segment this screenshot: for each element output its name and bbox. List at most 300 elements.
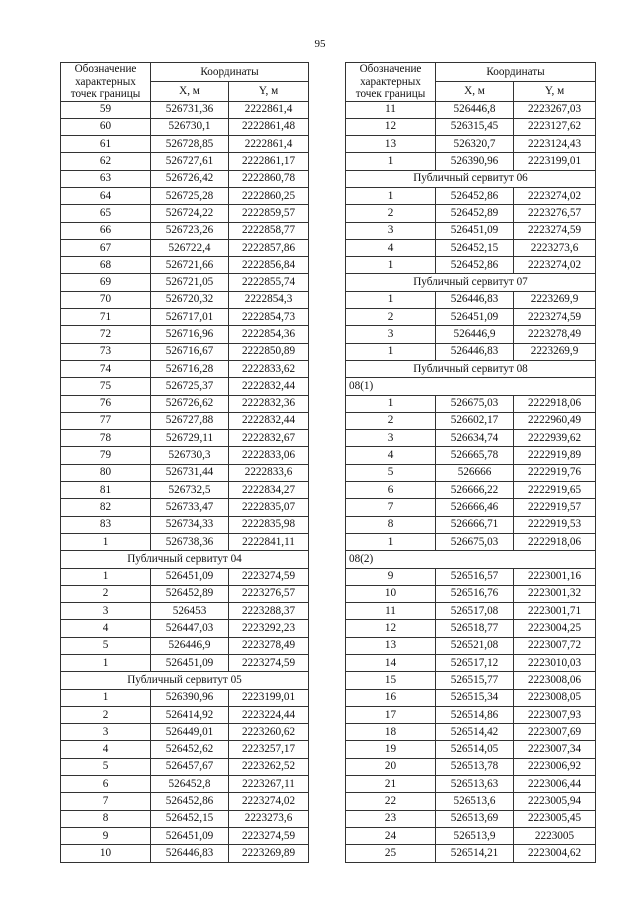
x-coordinate-cell: 526390,96: [151, 689, 229, 706]
point-number-cell: 73: [61, 343, 151, 360]
y-coordinate-cell: 2222860,25: [229, 187, 309, 204]
table-row: [61, 776, 309, 793]
x-coordinate-cell: 526716,67: [151, 343, 229, 360]
x-coordinate-cell: 526734,33: [151, 516, 229, 533]
y-coordinate-cell: 2223274,59: [514, 222, 596, 239]
point-number-cell: 4: [346, 447, 436, 464]
table-row: [61, 412, 309, 429]
table-row: [346, 845, 596, 862]
table-row: [61, 620, 309, 637]
table-row: [61, 758, 309, 775]
point-number-cell: 14: [346, 655, 436, 672]
x-coordinate-cell: 526724,22: [151, 205, 229, 222]
table-row: [61, 637, 309, 654]
x-coordinate-cell: 526726,42: [151, 170, 229, 187]
point-number-cell: 79: [61, 447, 151, 464]
x-coordinate-cell: 526513,6: [436, 793, 514, 810]
point-number-cell: 80: [61, 464, 151, 481]
point-number-cell: 3: [61, 724, 151, 741]
y-coordinate-cell: 2223004,62: [514, 845, 596, 862]
x-coordinate-cell: 526515,77: [436, 672, 514, 689]
header-coordinates: Координаты: [151, 63, 309, 82]
section-title: Публичный сервитут 06: [346, 170, 596, 187]
y-coordinate-cell: 2222832,44: [229, 378, 309, 395]
x-coordinate-cell: 526675,03: [436, 533, 514, 550]
point-number-cell: 61: [61, 136, 151, 153]
x-coordinate-cell: 526452,15: [151, 810, 229, 827]
y-coordinate-cell: 2223274,02: [514, 187, 596, 204]
point-number-cell: 3: [346, 326, 436, 343]
point-number-cell: 23: [346, 810, 436, 827]
y-coordinate-cell: 2222854,36: [229, 326, 309, 343]
x-coordinate-cell: 526452,86: [151, 793, 229, 810]
y-coordinate-cell: 2222858,77: [229, 222, 309, 239]
x-coordinate-cell: 526513,63: [436, 776, 514, 793]
table-row: [346, 291, 596, 308]
x-coordinate-cell: 526449,01: [151, 724, 229, 741]
x-coordinate-cell: 526521,08: [436, 637, 514, 654]
y-coordinate-cell: 2222835,07: [229, 499, 309, 516]
x-coordinate-cell: 526446,8: [436, 101, 514, 118]
x-coordinate-cell: 526452,15: [436, 239, 514, 256]
table-row: [61, 430, 309, 447]
table-row: [61, 655, 309, 672]
table-row: [346, 222, 596, 239]
point-number-cell: 4: [61, 620, 151, 637]
point-number-cell: 24: [346, 827, 436, 844]
section-row: [346, 360, 596, 377]
point-number-cell: 15: [346, 672, 436, 689]
table-row: [346, 239, 596, 256]
y-coordinate-cell: 2223278,49: [229, 637, 309, 654]
point-number-cell: 3: [346, 430, 436, 447]
table-row: [61, 499, 309, 516]
x-coordinate-cell: 526725,28: [151, 187, 229, 204]
point-number-cell: 7: [61, 793, 151, 810]
table-row: [346, 516, 596, 533]
x-coordinate-cell: 526518,77: [436, 620, 514, 637]
y-coordinate-cell: 2222834,27: [229, 482, 309, 499]
table-row: [61, 136, 309, 153]
page-number: 95: [314, 38, 326, 50]
table-row: [61, 153, 309, 170]
x-coordinate-cell: 526716,96: [151, 326, 229, 343]
section-row: [61, 672, 309, 689]
y-coordinate-cell: 2222835,98: [229, 516, 309, 533]
y-coordinate-cell: 2223274,02: [229, 793, 309, 810]
x-coordinate-cell: 526634,74: [436, 430, 514, 447]
x-coordinate-cell: 526514,42: [436, 724, 514, 741]
y-coordinate-cell: 2223267,11: [229, 776, 309, 793]
table-row: [346, 309, 596, 326]
point-number-cell: 4: [346, 239, 436, 256]
x-coordinate-cell: 526452,89: [151, 585, 229, 602]
point-number-cell: 75: [61, 378, 151, 395]
y-coordinate-cell: 2223262,52: [229, 758, 309, 775]
point-number-cell: 76: [61, 395, 151, 412]
table-row: [346, 620, 596, 637]
y-coordinate-cell: 2223005: [514, 827, 596, 844]
y-coordinate-cell: 2223006,44: [514, 776, 596, 793]
y-coordinate-cell: 2222918,06: [514, 395, 596, 412]
point-number-cell: 63: [61, 170, 151, 187]
y-coordinate-cell: 2223001,71: [514, 603, 596, 620]
y-coordinate-cell: 2222833,62: [229, 360, 309, 377]
table-row: [61, 170, 309, 187]
x-coordinate-cell: 526730,1: [151, 118, 229, 135]
y-coordinate-cell: 2223199,01: [229, 689, 309, 706]
table-row: [61, 793, 309, 810]
y-coordinate-cell: 2223004,25: [514, 620, 596, 637]
point-number-cell: 19: [346, 741, 436, 758]
point-number-cell: 1: [61, 533, 151, 550]
point-number-cell: 10: [346, 585, 436, 602]
y-coordinate-cell: 2223005,45: [514, 810, 596, 827]
x-coordinate-cell: 526452,62: [151, 741, 229, 758]
x-coordinate-cell: 526666,46: [436, 499, 514, 516]
y-coordinate-cell: 2223127,62: [514, 118, 596, 135]
coordinates-table-left: [60, 62, 309, 863]
table-row: [61, 395, 309, 412]
point-number-cell: 1: [346, 291, 436, 308]
table-row: [346, 724, 596, 741]
point-number-cell: 9: [61, 827, 151, 844]
section-row: [61, 551, 309, 568]
point-number-cell: 83: [61, 516, 151, 533]
point-number-cell: 18: [346, 724, 436, 741]
point-number-cell: 2: [61, 585, 151, 602]
y-coordinate-cell: 2223274,59: [514, 309, 596, 326]
table-row: [346, 412, 596, 429]
x-coordinate-cell: 526731,36: [151, 101, 229, 118]
point-number-cell: 11: [346, 101, 436, 118]
point-number-cell: 60: [61, 118, 151, 135]
x-coordinate-cell: 526514,21: [436, 845, 514, 862]
table-row: [346, 447, 596, 464]
x-coordinate-cell: 526675,03: [436, 395, 514, 412]
point-number-cell: 2: [61, 706, 151, 723]
y-coordinate-cell: 2223269,9: [514, 291, 596, 308]
y-coordinate-cell: 2223010,03: [514, 655, 596, 672]
point-number-cell: 62: [61, 153, 151, 170]
point-number-cell: 66: [61, 222, 151, 239]
x-coordinate-cell: 526727,61: [151, 153, 229, 170]
header-x: X, м: [436, 82, 514, 101]
x-coordinate-cell: 526666,71: [436, 516, 514, 533]
x-coordinate-cell: 526451,09: [436, 222, 514, 239]
table-row: [346, 326, 596, 343]
y-coordinate-cell: 2223288,37: [229, 603, 309, 620]
table-row: [61, 516, 309, 533]
y-coordinate-cell: 2222850,89: [229, 343, 309, 360]
table-row: [61, 205, 309, 222]
y-coordinate-cell: 2223276,57: [514, 205, 596, 222]
y-coordinate-cell: 2223273,6: [229, 810, 309, 827]
x-coordinate-cell: 526414,92: [151, 706, 229, 723]
point-number-cell: 20: [346, 758, 436, 775]
y-coordinate-cell: 2223274,02: [514, 257, 596, 274]
table-row: [61, 810, 309, 827]
section-title: Публичный сервитут 07: [346, 274, 596, 291]
y-coordinate-cell: 2222918,06: [514, 533, 596, 550]
x-coordinate-cell: 526515,34: [436, 689, 514, 706]
point-number-cell: 67: [61, 239, 151, 256]
y-coordinate-cell: 2223001,16: [514, 568, 596, 585]
y-coordinate-cell: 2223260,62: [229, 724, 309, 741]
section-row: [346, 274, 596, 291]
x-coordinate-cell: 526514,05: [436, 741, 514, 758]
y-coordinate-cell: 2222919,65: [514, 482, 596, 499]
table-body-right: [346, 101, 596, 862]
group-label: 08(1): [346, 378, 596, 395]
table-row: [346, 603, 596, 620]
point-number-cell: 1: [61, 568, 151, 585]
y-coordinate-cell: 2222841,11: [229, 533, 309, 550]
y-coordinate-cell: 2222919,57: [514, 499, 596, 516]
table-row: [61, 603, 309, 620]
table-row: [61, 568, 309, 585]
point-number-cell: 3: [61, 603, 151, 620]
table-row: [61, 187, 309, 204]
y-coordinate-cell: 2222939,62: [514, 430, 596, 447]
x-coordinate-cell: 526725,37: [151, 378, 229, 395]
y-coordinate-cell: 2222919,76: [514, 464, 596, 481]
table-row: [346, 101, 596, 118]
table-row: [346, 499, 596, 516]
y-coordinate-cell: 2222861,48: [229, 118, 309, 135]
x-coordinate-cell: 526446,9: [151, 637, 229, 654]
x-coordinate-cell: 526516,57: [436, 568, 514, 585]
point-number-cell: 65: [61, 205, 151, 222]
table-row: [346, 430, 596, 447]
point-number-cell: 5: [61, 637, 151, 654]
y-coordinate-cell: 2222919,53: [514, 516, 596, 533]
x-coordinate-cell: 526716,28: [151, 360, 229, 377]
point-number-cell: 8: [61, 810, 151, 827]
point-number-cell: 6: [61, 776, 151, 793]
y-coordinate-cell: 2223007,93: [514, 706, 596, 723]
x-coordinate-cell: 526452,86: [436, 257, 514, 274]
table-row: [346, 655, 596, 672]
y-coordinate-cell: 2223274,59: [229, 827, 309, 844]
table-row: [61, 464, 309, 481]
point-number-cell: 9: [346, 568, 436, 585]
table-row: [61, 706, 309, 723]
point-number-cell: 69: [61, 274, 151, 291]
y-coordinate-cell: 2223006,92: [514, 758, 596, 775]
y-coordinate-cell: 2223274,59: [229, 655, 309, 672]
table-row: [346, 482, 596, 499]
x-coordinate-cell: 526665,78: [436, 447, 514, 464]
y-coordinate-cell: 2222855,74: [229, 274, 309, 291]
point-number-cell: 59: [61, 101, 151, 118]
x-coordinate-cell: 526721,05: [151, 274, 229, 291]
table-row: [346, 672, 596, 689]
y-coordinate-cell: 2222861,4: [229, 101, 309, 118]
x-coordinate-cell: 526447,03: [151, 620, 229, 637]
x-coordinate-cell: 526514,86: [436, 706, 514, 723]
x-coordinate-cell: 526728,85: [151, 136, 229, 153]
table-row: [61, 741, 309, 758]
table-row: [346, 810, 596, 827]
y-coordinate-cell: 2223007,69: [514, 724, 596, 741]
point-number-cell: 78: [61, 430, 151, 447]
y-coordinate-cell: 2222860,78: [229, 170, 309, 187]
point-number-cell: 1: [61, 655, 151, 672]
y-coordinate-cell: 2223292,23: [229, 620, 309, 637]
point-number-cell: 71: [61, 309, 151, 326]
point-number-cell: 22: [346, 793, 436, 810]
table-row: [61, 101, 309, 118]
section-row: [346, 170, 596, 187]
point-number-cell: 7: [346, 499, 436, 516]
y-coordinate-cell: 2222832,36: [229, 395, 309, 412]
point-number-cell: 1: [346, 533, 436, 550]
y-coordinate-cell: 2222919,89: [514, 447, 596, 464]
y-coordinate-cell: 2222960,49: [514, 412, 596, 429]
point-number-cell: 12: [346, 118, 436, 135]
point-number-cell: 1: [346, 187, 436, 204]
point-number-cell: 17: [346, 706, 436, 723]
table-row: [346, 343, 596, 360]
table-row: [61, 291, 309, 308]
point-number-cell: 81: [61, 482, 151, 499]
table-row: [61, 482, 309, 499]
x-coordinate-cell: 526727,88: [151, 412, 229, 429]
x-coordinate-cell: 526732,5: [151, 482, 229, 499]
y-coordinate-cell: 2223273,6: [514, 239, 596, 256]
point-number-cell: 77: [61, 412, 151, 429]
y-coordinate-cell: 2223124,43: [514, 136, 596, 153]
table-row: [61, 360, 309, 377]
table-row: [61, 724, 309, 741]
table-row: [346, 464, 596, 481]
point-number-cell: 64: [61, 187, 151, 204]
y-coordinate-cell: 2223276,57: [229, 585, 309, 602]
y-coordinate-cell: 2222861,4: [229, 136, 309, 153]
table-row: [346, 585, 596, 602]
y-coordinate-cell: 2223007,72: [514, 637, 596, 654]
x-coordinate-cell: 526726,62: [151, 395, 229, 412]
x-coordinate-cell: 526451,09: [151, 827, 229, 844]
table-row: [346, 637, 596, 654]
x-coordinate-cell: 526446,83: [436, 291, 514, 308]
coordinates-table-right: [345, 62, 596, 863]
x-coordinate-cell: 526452,89: [436, 205, 514, 222]
table-row: [346, 741, 596, 758]
x-coordinate-cell: 526451,09: [151, 568, 229, 585]
x-coordinate-cell: 526731,44: [151, 464, 229, 481]
x-coordinate-cell: 526730,3: [151, 447, 229, 464]
point-number-cell: 25: [346, 845, 436, 862]
table-row: [61, 689, 309, 706]
x-coordinate-cell: 526721,66: [151, 257, 229, 274]
point-number-cell: 1: [346, 257, 436, 274]
x-coordinate-cell: 526320,7: [436, 136, 514, 153]
y-coordinate-cell: 2222833,6: [229, 464, 309, 481]
point-number-cell: 68: [61, 257, 151, 274]
x-coordinate-cell: 526738,36: [151, 533, 229, 550]
table-row: [346, 205, 596, 222]
table-row: [346, 533, 596, 550]
y-coordinate-cell: 2223267,03: [514, 101, 596, 118]
point-number-cell: 13: [346, 136, 436, 153]
x-coordinate-cell: 526513,69: [436, 810, 514, 827]
x-coordinate-cell: 526720,32: [151, 291, 229, 308]
x-coordinate-cell: 526446,83: [436, 343, 514, 360]
group-label: 08(2): [346, 551, 596, 568]
x-coordinate-cell: 526453: [151, 603, 229, 620]
table-row: [61, 533, 309, 550]
table-row: [346, 395, 596, 412]
point-number-cell: 1: [61, 689, 151, 706]
x-coordinate-cell: 526717,01: [151, 309, 229, 326]
y-coordinate-cell: 2222861,17: [229, 153, 309, 170]
header-y: Y, м: [514, 82, 596, 101]
point-number-cell: 11: [346, 603, 436, 620]
y-coordinate-cell: 2223224,44: [229, 706, 309, 723]
point-number-cell: 74: [61, 360, 151, 377]
y-coordinate-cell: 2223007,34: [514, 741, 596, 758]
header-point-name: Обозначение характерных точек границы: [61, 63, 151, 102]
x-coordinate-cell: 526666,22: [436, 482, 514, 499]
point-number-cell: 5: [61, 758, 151, 775]
table-row: [61, 447, 309, 464]
group-row: [346, 551, 596, 568]
x-coordinate-cell: 526513,9: [436, 827, 514, 844]
point-number-cell: 13: [346, 637, 436, 654]
point-number-cell: 1: [346, 153, 436, 170]
point-number-cell: 2: [346, 205, 436, 222]
y-coordinate-cell: 2222832,44: [229, 412, 309, 429]
x-coordinate-cell: 526517,12: [436, 655, 514, 672]
table-row: [61, 118, 309, 135]
y-coordinate-cell: 2223274,59: [229, 568, 309, 585]
y-coordinate-cell: 2223008,05: [514, 689, 596, 706]
y-coordinate-cell: 2222833,06: [229, 447, 309, 464]
point-number-cell: 72: [61, 326, 151, 343]
x-coordinate-cell: 526517,08: [436, 603, 514, 620]
table-row: [346, 153, 596, 170]
table-row: [346, 568, 596, 585]
point-number-cell: 2: [346, 309, 436, 326]
x-coordinate-cell: 526729,11: [151, 430, 229, 447]
x-coordinate-cell: 526457,67: [151, 758, 229, 775]
point-number-cell: 70: [61, 291, 151, 308]
table-row: [61, 326, 309, 343]
table-row: [61, 378, 309, 395]
x-coordinate-cell: 526446,83: [151, 845, 229, 862]
point-number-cell: 8: [346, 516, 436, 533]
section-title: Публичный сервитут 04: [61, 551, 309, 568]
y-coordinate-cell: 2223005,94: [514, 793, 596, 810]
point-number-cell: 1: [346, 395, 436, 412]
table-row: [61, 845, 309, 862]
x-coordinate-cell: 526446,9: [436, 326, 514, 343]
x-coordinate-cell: 526516,76: [436, 585, 514, 602]
x-coordinate-cell: 526722,4: [151, 239, 229, 256]
y-coordinate-cell: 2223257,17: [229, 741, 309, 758]
y-coordinate-cell: 2223269,89: [229, 845, 309, 862]
point-number-cell: 82: [61, 499, 151, 516]
y-coordinate-cell: 2222854,3: [229, 291, 309, 308]
table-row: [346, 827, 596, 844]
table-row: [61, 343, 309, 360]
y-coordinate-cell: 2223008,06: [514, 672, 596, 689]
y-coordinate-cell: 2223269,9: [514, 343, 596, 360]
y-coordinate-cell: 2222854,73: [229, 309, 309, 326]
x-coordinate-cell: 526452,86: [436, 187, 514, 204]
